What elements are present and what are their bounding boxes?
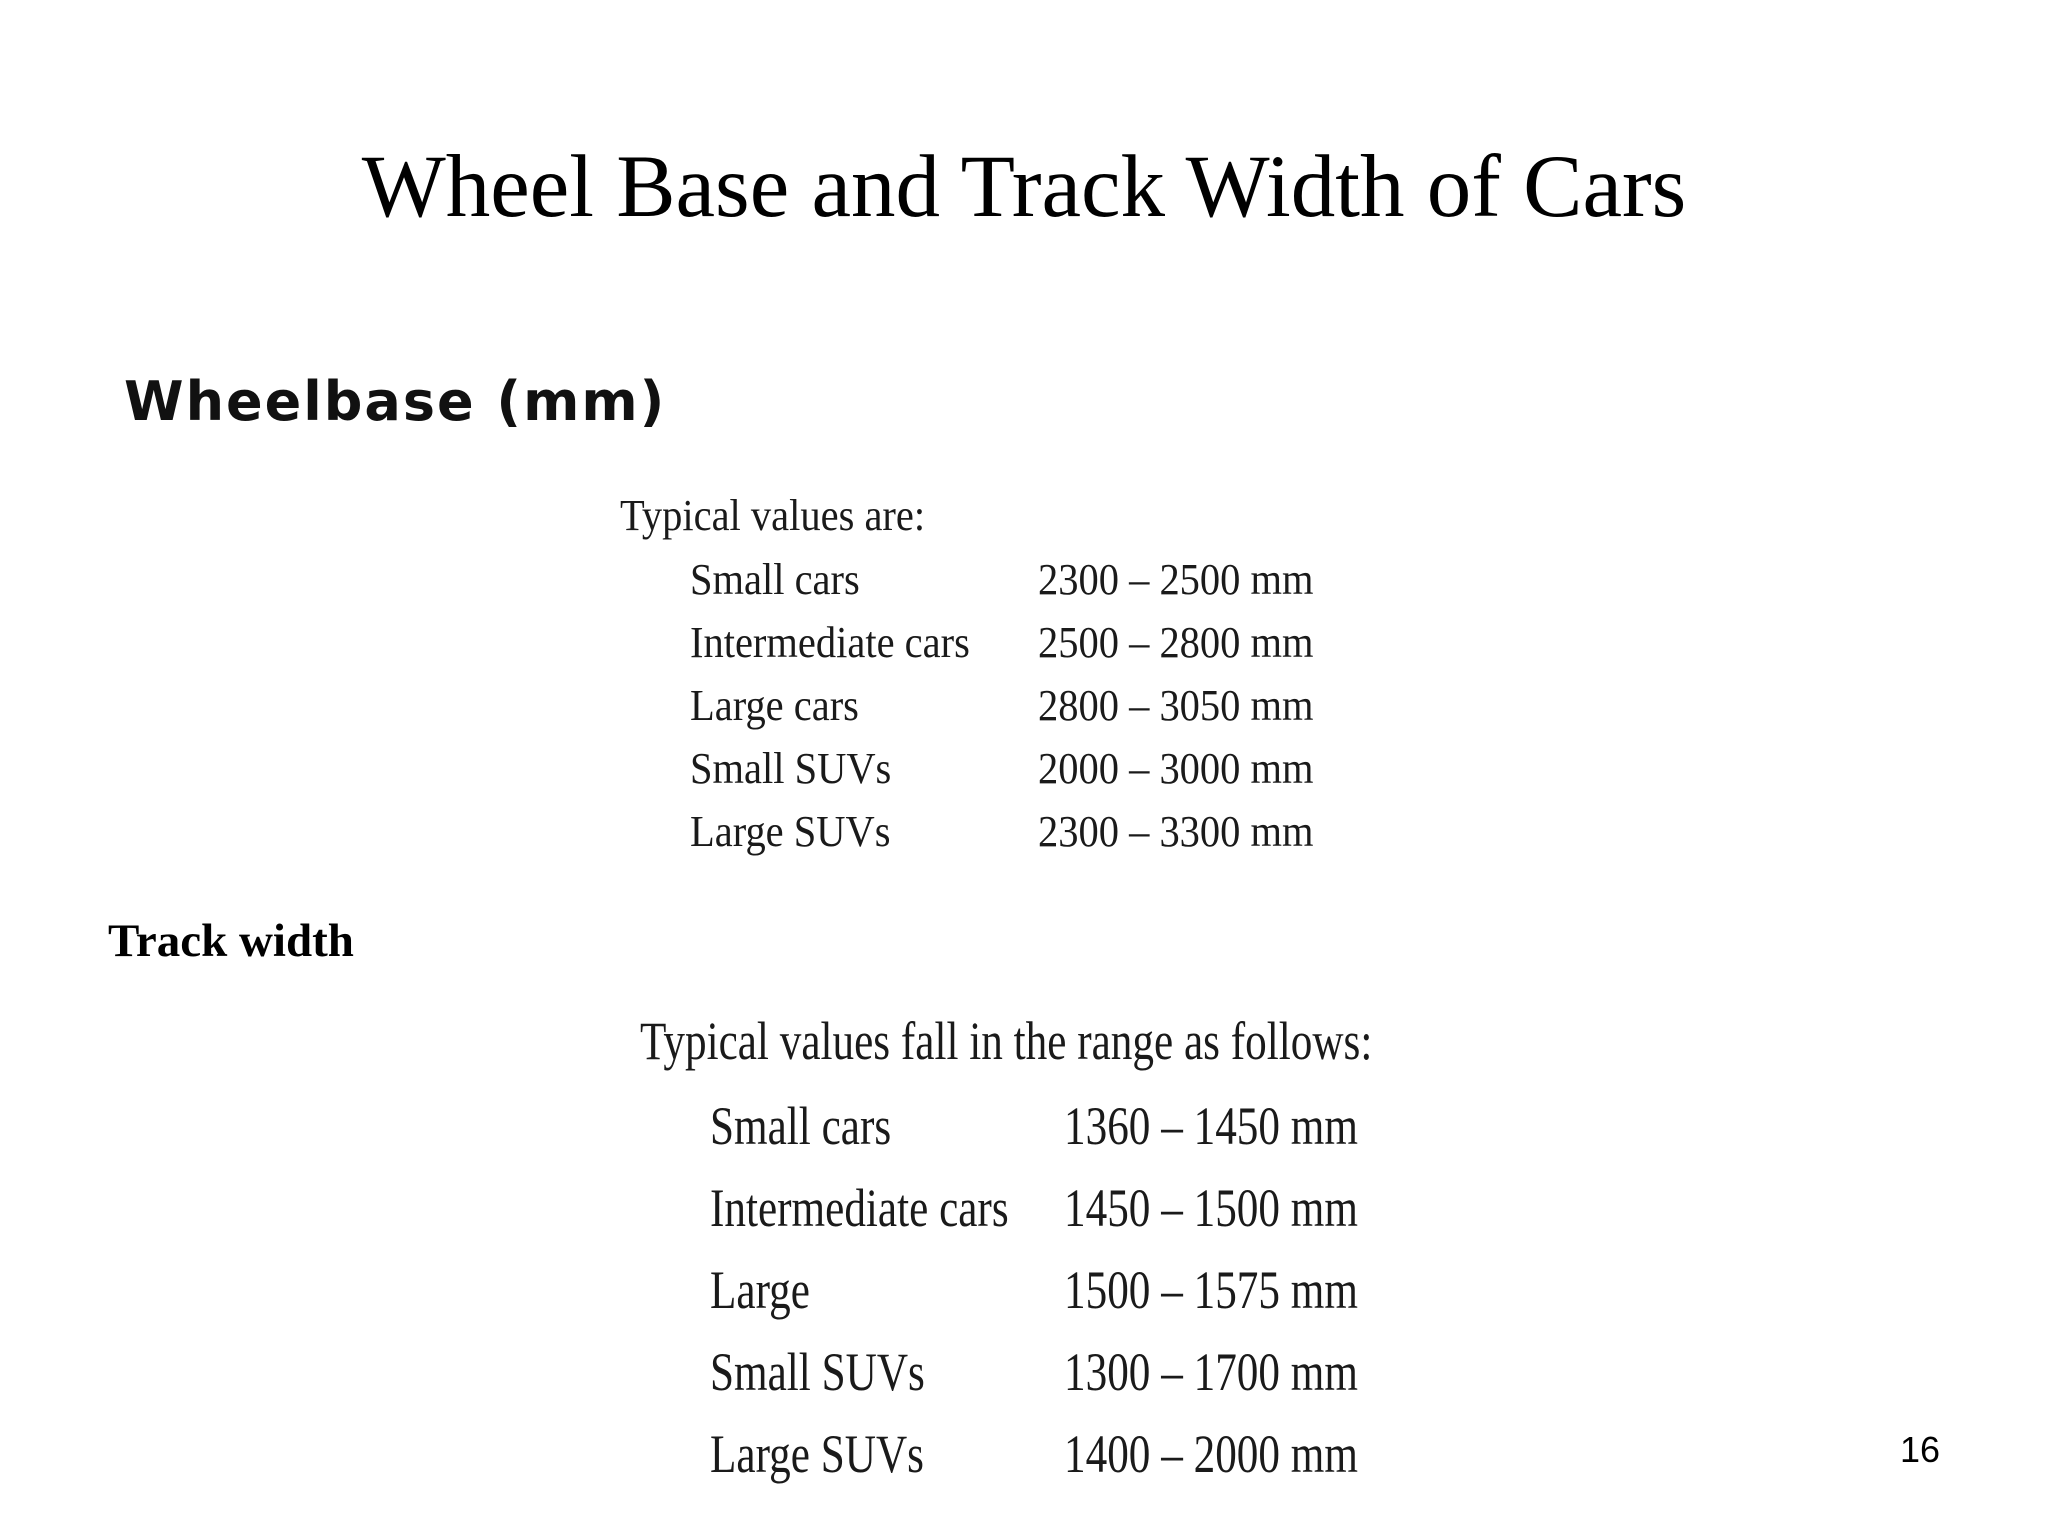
track-width-category: Small cars bbox=[710, 1096, 892, 1156]
wheelbase-category: Small SUVs bbox=[690, 744, 892, 793]
track-width-row bbox=[640, 1416, 1555, 1498]
page-number: 16 bbox=[1900, 1429, 1941, 1470]
wheelbase-range: 2300 – 3300 mm bbox=[1038, 807, 1314, 856]
wheelbase-row bbox=[620, 548, 1337, 611]
wheelbase-category: Large cars bbox=[690, 681, 859, 730]
track-width-category: Small SUVs bbox=[710, 1342, 925, 1402]
track-width-range: 1400 – 2000 mm bbox=[1064, 1424, 1359, 1484]
track-width-category: Large bbox=[710, 1260, 810, 1320]
track-width-heading: Track width bbox=[108, 915, 354, 967]
track-width-category: Intermediate cars bbox=[710, 1178, 1009, 1238]
wheelbase-range: 2500 – 2800 mm bbox=[1038, 618, 1314, 667]
wheelbase-range: 2300 – 2500 mm bbox=[1038, 555, 1314, 604]
wheelbase-row bbox=[620, 611, 1337, 674]
track-width-range: 1300 – 1700 mm bbox=[1064, 1342, 1359, 1402]
slide-title: Wheel Base and Track Width of Cars bbox=[361, 138, 1687, 236]
wheelbase-row bbox=[620, 800, 1337, 863]
track-width-values-list bbox=[640, 1008, 1555, 1498]
wheelbase-values-list bbox=[620, 488, 1337, 863]
wheelbase-category: Large SUVs bbox=[690, 807, 891, 856]
wheelbase-row bbox=[620, 737, 1337, 800]
track-width-row bbox=[640, 1170, 1555, 1252]
wheelbase-category: Small cars bbox=[690, 555, 860, 604]
track-width-row bbox=[640, 1088, 1555, 1170]
track-width-range: 1360 – 1450 mm bbox=[1064, 1096, 1359, 1156]
track-width-row bbox=[640, 1252, 1555, 1334]
track-width-range: 1450 – 1500 mm bbox=[1064, 1178, 1359, 1238]
wheelbase-heading: Wheelbase (mm) bbox=[124, 370, 667, 433]
wheelbase-category: Intermediate cars bbox=[690, 618, 970, 667]
wheelbase-row bbox=[620, 674, 1337, 737]
wheelbase-intro: Typical values are: bbox=[620, 491, 926, 540]
wheelbase-range: 2800 – 3050 mm bbox=[1038, 681, 1314, 730]
track-width-category: Large SUVs bbox=[710, 1424, 924, 1484]
track-width-row bbox=[640, 1334, 1555, 1416]
track-width-range: 1500 – 1575 mm bbox=[1064, 1260, 1359, 1320]
wheelbase-range: 2000 – 3000 mm bbox=[1038, 744, 1314, 793]
track-width-intro: Typical values fall in the range as follows: bbox=[640, 1011, 1373, 1071]
